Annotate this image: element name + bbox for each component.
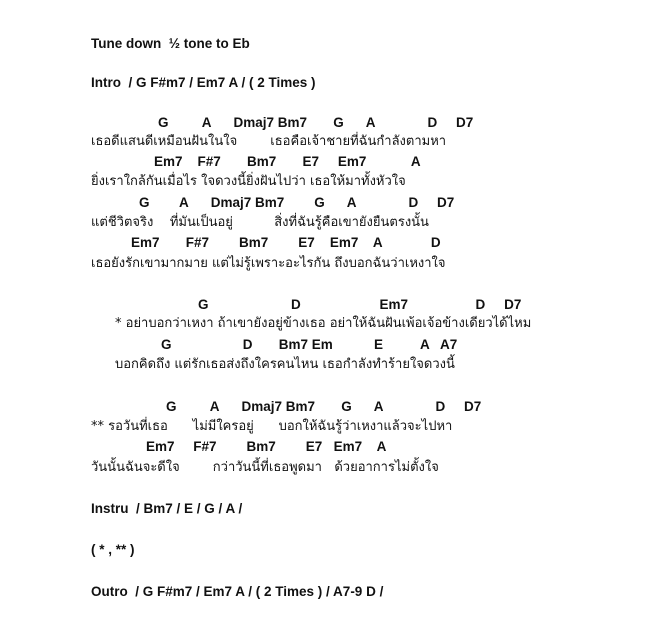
intro-line: Intro / G F#m7 / Em7 A / ( 2 Times ) [91, 75, 316, 90]
verse1-chords-2: Em7 F#7 Bm7 E7 Em7 A [154, 154, 421, 169]
tuning-line: Tune down ½ tone to Eb [91, 36, 250, 51]
chorus2-lyric-2: วันนั้นฉันจะดีใจ กว่าวันนี้ที่เธอพูดมา ด้วยอาการไม่ตั้งใจ [91, 460, 439, 475]
chorus1-lyric-2: บอกคิดถึง แต่รักเธอส่งถึงใครคนไหน เธอกำลังทำร้ายใจดวงนี้ [115, 357, 455, 372]
verse1-chords-4: Em7 F#7 Bm7 E7 Em7 A D [131, 235, 441, 250]
chorus1-chords-2: G D Bm7 Em E A A7 [161, 337, 458, 352]
verse1-lyric-1: เธอดีแสนดีเหมือนฝันในใจ เธอคือเจ้าชายที่ฉันกำลังตามหา [91, 134, 447, 149]
verse1-lyric-3: แต่ชีวิตจริง ที่มันเป็นอยู่ สิ่งที่ฉันรู้คือเขายังยืนตรงนั้น [91, 215, 429, 230]
repeat-line: ( * , ** ) [91, 542, 135, 557]
chorus1-lyric-1: * อย่าบอกว่าเหงา ถ้าเขายังอยู่ข้างเธอ อย่าให้ฉันฝันเพ้อเจ้อข้างเดียวได้ไหม [115, 316, 532, 331]
verse1-lyric-2: ยิ่งเราใกล้กันเมื่อไร ใจดวงนี้ยิ่งฝันไปว่า เธอให้มาทั้งหัวใจ [91, 174, 406, 189]
chorus2-chords-1: G A Dmaj7 Bm7 G A D D7 [166, 399, 482, 414]
instru-line: Instru / Bm7 / E / G / A / [91, 501, 243, 516]
verse1-lyric-4: เธอยังรักเขามากมาย แต่ไม่รู้เพราะอะไรกัน ถึงบอกฉันว่าเหงาใจ [91, 256, 446, 271]
chorus1-chords-1: G D Em7 D D7 [198, 297, 522, 312]
verse1-chords-3: G A Dmaj7 Bm7 G A D D7 [139, 195, 455, 210]
verse1-chords-1: G A Dmaj7 Bm7 G A D D7 [158, 115, 474, 130]
chorus2-lyric-1: ** รอวันที่เธอ ไม่มีใครอยู่ บอกให้ฉันรู้ว่าเหงาแล้วจะไปหา [91, 419, 453, 434]
outro-line: Outro / G F#m7 / Em7 A / ( 2 Times ) / A7-9 D / [91, 584, 384, 599]
chorus2-chords-2: Em7 F#7 Bm7 E7 Em7 A [146, 439, 387, 454]
